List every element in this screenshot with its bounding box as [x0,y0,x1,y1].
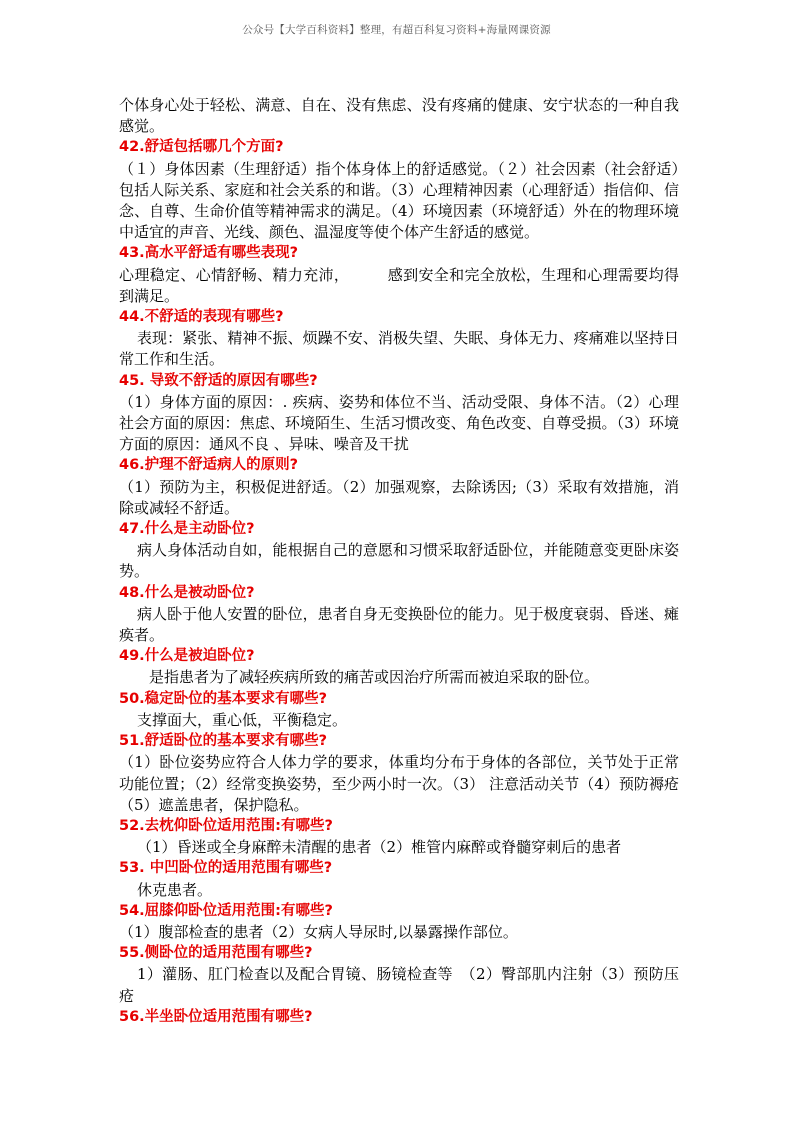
answer-paragraph: 病人身体活动自如，能根据自己的意愿和习惯采取舒适卧位，并能随意变更卧床姿势。 [119,541,679,581]
question-heading: 45. 导致不舒适的原因有哪些? [119,372,318,389]
page-header: 公众号【大学百科资料】整理，有超百科复习资料+海量网课资源 [242,24,551,36]
question-heading: 52.去枕仰卧位适用范围:有哪些? [119,817,333,834]
question-heading: 56.半坐卧位适用范围有哪些? [119,1008,313,1025]
question-heading: 53. 中凹卧位的适用范围有哪些? [119,860,333,877]
question-heading: 51.舒适卧位的基本要求有哪些? [119,733,328,750]
question-heading: 42.舒适包括哪几个方面? [119,139,284,156]
answer-paragraph: 个体身心处于轻松、满意、自在、没有焦虑、没有疼痛的健康、安宁状态的一种自我感觉。 [119,96,679,136]
answer-paragraph: 1）灌肠、肛门检查以及配合胃镜、肠镜检查等 （2）臀部肌内注射（3）预防压疮 [119,965,679,1005]
question-heading: 46.护理不舒适病人的原则? [119,457,299,474]
question-heading: 44.不舒适的表现有哪些? [119,309,284,326]
answer-paragraph: （1）预防为主，积极促进舒适。（2）加强观察，去除诱因;（3）采取有效措施，消除或减轻不舒适。 [119,477,679,517]
question-heading: 48.什么是被动卧位? [119,584,255,601]
answer-paragraph: （１）身体因素（生理舒适）指个体身体上的舒适感觉。（２）社会因素（社会舒适）包括人际关系、家庭和社会关系的和谐。（3）心理精神因素（心理舒适）指信仰、信念、自尊、生命价值等精神需求的满足。（4）环境因素（环境舒适）外在的物理环境中适宜的声音、光线、颜色、温湿度等使个体产生舒适的感觉。 [119,159,679,242]
answer-paragraph: 是指患者为了减轻疾病所致的痛苦或因治疗所需而被迫采取的卧位。 [149,668,600,687]
question-heading: 55.侧卧位的适用范围有哪些? [119,945,313,962]
answer-paragraph: 心理稳定、心情舒畅、精力充沛， 感到安全和完全放松，生理和心理需要均得到满足。 [119,265,679,305]
answer-paragraph: （1）卧位姿势应符合人体力学的要求，体重均分布于身体的各部位，关节处于正常功能位置；（2）经常变换姿势，至少两小时一次。（3） 注意活动关节（4）预防褥疮 （5）遮盖患者，保护隐私。 [119,753,679,814]
question-heading: 47.什么是主动卧位? [119,521,255,538]
answer-paragraph: （1）腹部检查的患者（2）女病人导尿时,以暴露操作部位。 [119,922,518,941]
answer-paragraph: （1）昏迷或全身麻醉未清醒的患者（2）椎管内麻醉或脊髓穿刺后的患者 [137,838,622,857]
answer-paragraph: （1）身体方面的原因：. 疾病、姿势和体位不当、活动受限、身体不洁。（2）心理社会方面的原因：焦虑、环境陌生、生活习惯改变、角色改变、自尊受损。（3）环境方面的原因：通风不良 、异味、噪音及干扰 [119,392,679,454]
answer-paragraph: 休克患者。 [137,880,213,899]
document-body [119,95,679,1028]
answer-paragraph: 病人卧于他人安置的卧位，患者自身无变换卧位的能力。见于极度衰弱、昏迷、瘫痪者。 [119,604,679,645]
question-heading: 50.稳定卧位的基本要求有哪些? [119,690,328,707]
question-heading: 43.高水平舒适有哪些表现? [119,245,299,262]
answer-paragraph: 支撑面大，重心低，平衡稳定。 [137,710,348,729]
question-heading: 49.什么是被迫卧位? [119,648,255,665]
question-heading: 54.屈膝仰卧位适用范围:有哪些? [119,902,333,919]
answer-paragraph: 表现：紧张、精神不振、烦躁不安、消极失望、失眠、身体无力、疼痛难以坚持日常工作和生活。 [119,329,679,369]
